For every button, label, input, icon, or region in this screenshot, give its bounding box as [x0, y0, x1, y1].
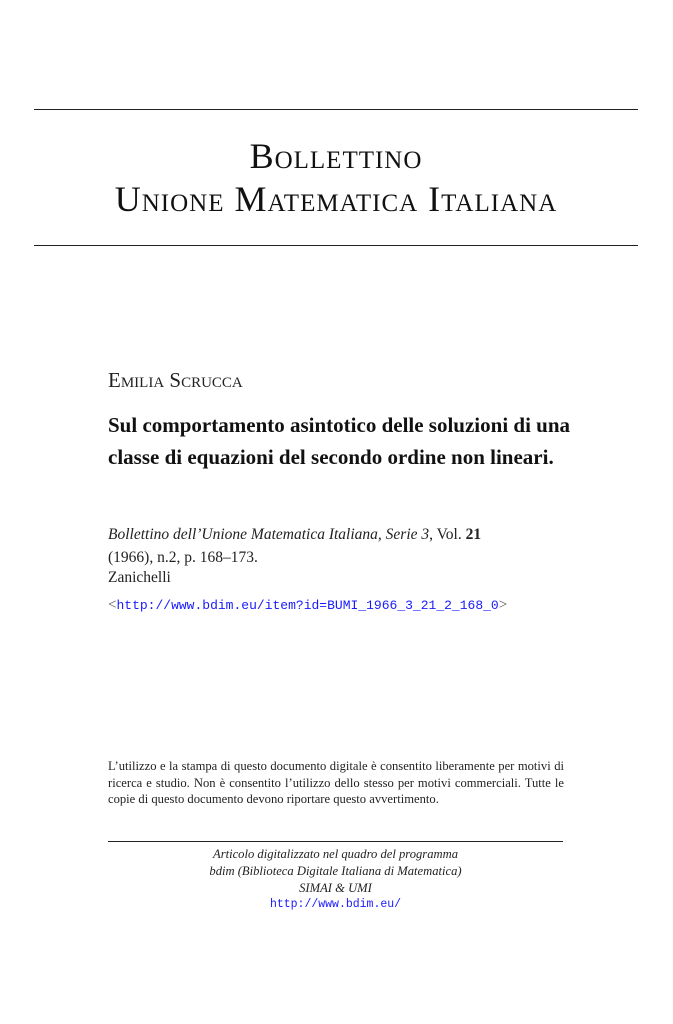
journal-title-line1: Bollettino	[249, 136, 423, 176]
footer-link-line	[108, 898, 563, 911]
footer-line2: bdim (Biblioteca Digitale Italiana di Matematica)	[209, 864, 462, 878]
article-author: Emilia Scrucca	[108, 368, 243, 392]
publisher: Zanichelli	[108, 569, 171, 586]
citation-vol-label: , Vol.	[429, 526, 466, 543]
link-close-bracket: >	[498, 597, 508, 613]
top-rule	[34, 109, 638, 110]
footer-link[interactable]: http://www.bdim.eu/	[269, 898, 402, 911]
footer-credits	[108, 846, 563, 897]
journal-title-line2: Unione Matematica Italiana	[114, 179, 558, 219]
footer-line1: Articolo digitalizzato nel quadro del programma	[213, 847, 458, 861]
usage-notice: L’utilizzo e la stampa di questo documento digitale è consentito liberamente per motivi di ricerca e studio. Non è consentito l’utilizzo dello stesso per motivi commerciali. Tutte le copie di questo documento devono riportare questo avvertimento.	[108, 759, 564, 806]
citation-journal: Bollettino dell’Unione Matematica Italiana, Serie 3	[108, 526, 430, 543]
footer-rule	[108, 841, 563, 842]
citation	[108, 523, 578, 569]
citation-details: (1966), n.2, p. 168–173.	[108, 549, 258, 566]
article-link-line	[108, 597, 507, 614]
citation-volume: 21	[465, 526, 482, 543]
link-open-bracket: <	[108, 597, 117, 613]
article-title: Sul comportamento asintotico delle soluzioni di una classe di equazioni del secondo ordine non lineari.	[108, 413, 571, 469]
header-bottom-rule	[34, 245, 638, 246]
footer-line3: SIMAI & UMI	[299, 881, 372, 895]
article-link[interactable]: http://www.bdim.eu/item?id=BUMI_1966_3_21_2_168_0	[116, 598, 499, 613]
